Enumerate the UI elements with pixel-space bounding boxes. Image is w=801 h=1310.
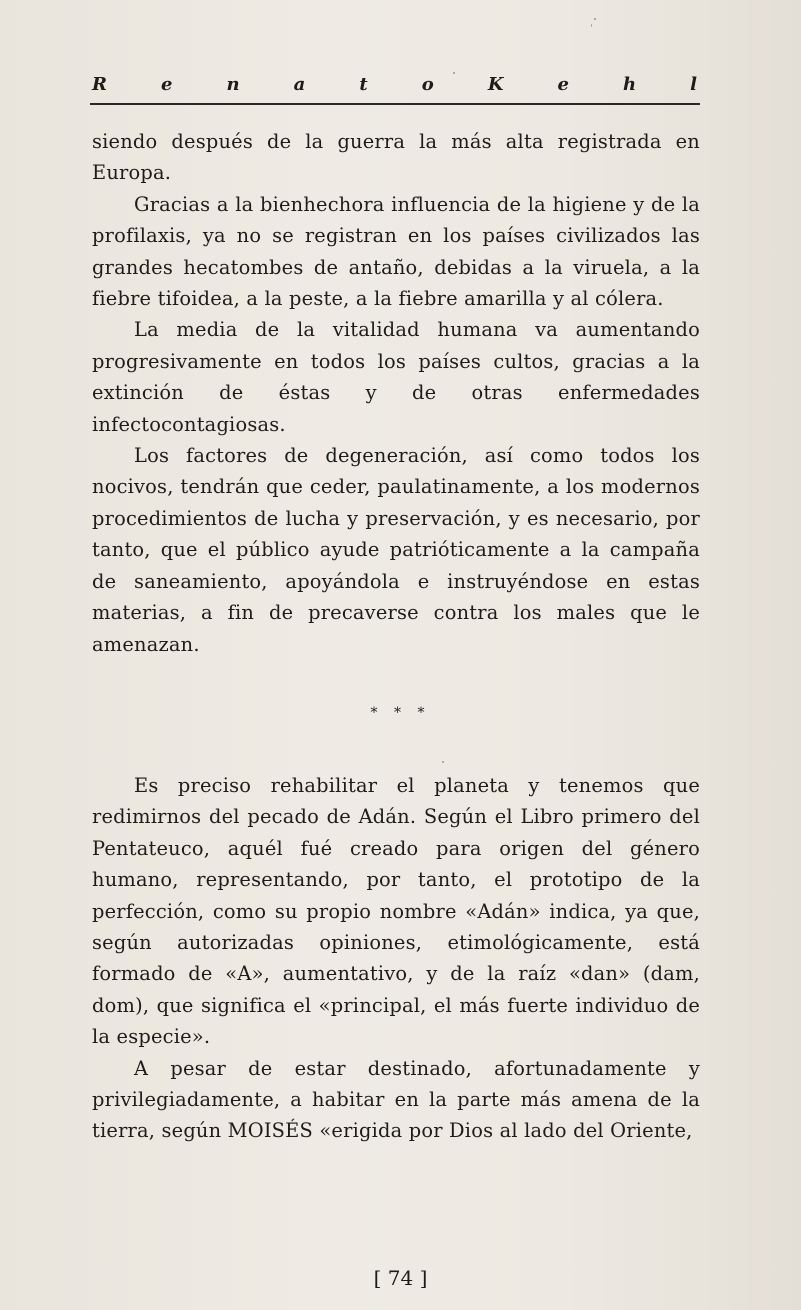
paper-speck [594,18,596,20]
paragraph: A pesar de estar destinado, afortunadamente y privilegiadamente, a habitar en la parte más amena de la tierra, según MOISÉS «erigida por Dios al lado del Oriente, [92,1056,700,1143]
header-letter: e [161,74,173,95]
header-letter: o [421,74,434,95]
header-letter: n [226,74,240,95]
header-letter: e [557,74,569,95]
paragraph: Los factores de degeneración, así como todos los nocivos, tendrán que ceder, paulatinamente, a los modernos procedimientos de lucha y preservación, y es necesario, por tanto, que el público ayude patrióticamente a la campaña de saneamiento, apoyándola e instruyéndose en estas materias, a fin de precaverse contra los males que le amenazan. [92,444,700,656]
running-header [92,74,697,95]
paper-speck [591,24,592,27]
header-letter: a [293,74,306,95]
text-block-bottom [92,770,700,1147]
paragraph: La media de la vitalidad humana va aumentando progresivamente en todos los países cultos, gracias a la extinción de éstas y de otras enfermedades infectocontagiosas. [92,318,700,436]
header-rule [90,103,700,105]
header-letter: l [690,74,697,95]
text-block-top [92,126,700,660]
paragraph: Gracias a la bienhechora influencia de la higiene y de la profilaxis, ya no se registran en los países civilizados las grandes hecatombes de antaño, debidas a la viruela, a la fiebre tifoidea, a la peste, a la fiebre amarilla y al cólera. [92,192,700,311]
section-separator: * * * [370,705,431,721]
header-letter: K [487,74,504,95]
paragraph: Es preciso rehabilitar el planeta y tenemos que redimirnos del pecado de Adán. Según el Libro primero del Pentateuco, aquél fué creado para origen del género humano, representando, por tanto, el prototipo de la perfección, como su propio nombre «Adán» indica, ya que, según autorizadas opiniones, etimológicamente, está formado de «A», aumentativo, y de la raíz «dan» (dam, dom), que significa el «principal, el más fuerte individuo de la especie». [92,774,700,1049]
paper-speck [453,72,455,74]
paper-speck [442,761,444,763]
paragraph: siendo después de la guerra la más alta registrada en Europa. [92,130,700,185]
page-number: [ 74 ] [373,1266,428,1290]
header-letter: t [359,74,368,95]
header-letter: R [92,74,107,95]
header-letter: h [623,74,637,95]
